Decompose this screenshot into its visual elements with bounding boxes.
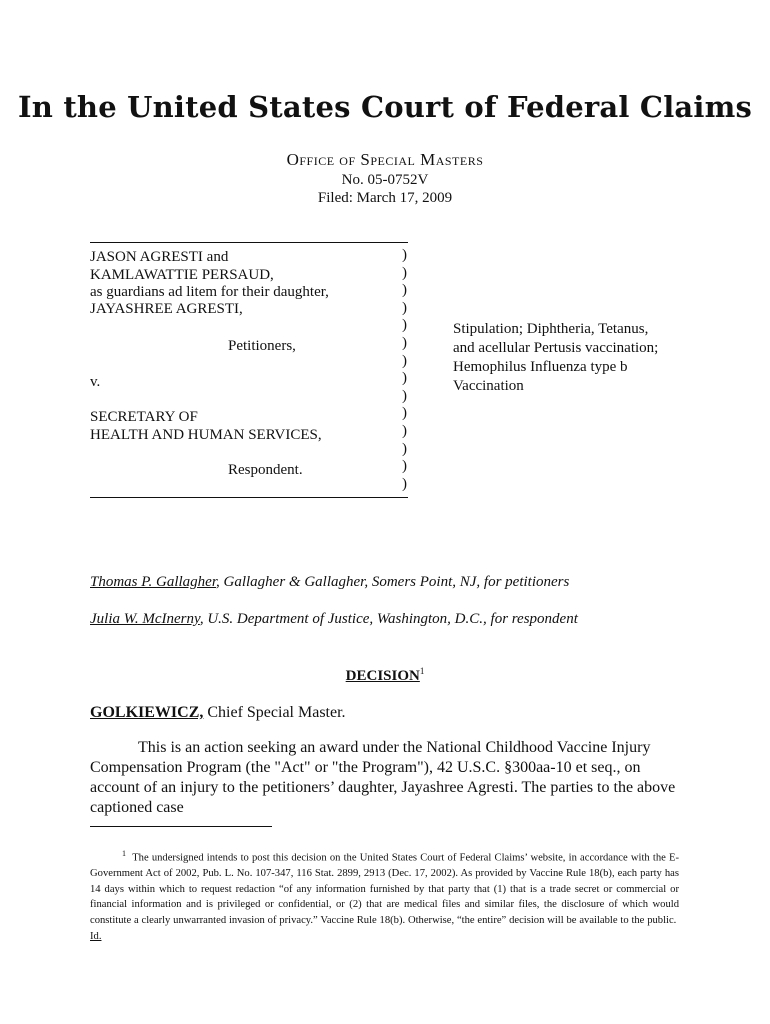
counsel-respondent — [90, 611, 578, 628]
footnote — [90, 846, 679, 944]
office-heading — [0, 150, 770, 170]
caption-respondent-1: SECRETARY OF — [90, 409, 198, 425]
caption-top-rule — [90, 242, 408, 243]
respondent-counsel-detail: , U.S. Department of Justice, Washington, D.C., for respondent — [199, 611, 578, 627]
decision-heading — [0, 666, 770, 685]
caption-parentheses: ) ) ) ) ) ) ) ) ) ) ) ) ) ) — [402, 247, 407, 492]
caption-petitioners-label: Petitioners, — [228, 338, 296, 354]
subject-line-3: Hemophilus Influenza type b — [453, 359, 628, 375]
office-heading-text: Office of Special Masters — [286, 150, 484, 169]
filed-date: Filed: March 17, 2009 — [317, 190, 453, 206]
respondent-counsel-name: Julia W. McInerny — [90, 611, 200, 627]
petitioners-counsel-name: Thomas P. Gallagher — [90, 574, 216, 590]
counsel-petitioners — [90, 574, 569, 591]
footnote-mark: 1 — [122, 849, 126, 858]
caption-petitioner-1: JASON AGRESTI and — [90, 249, 229, 265]
caption-bottom-rule — [90, 497, 408, 498]
caption-versus: v. — [90, 374, 101, 390]
footnote-cite: Id. — [90, 930, 102, 942]
decision-heading-text: DECISION — [345, 668, 420, 684]
court-title: In the United States Court of Federal Claims — [17, 90, 753, 124]
docket-number: No. 05-0752V — [341, 172, 429, 188]
decision-paragraph: This is an action seeking an award under the National Childhood Vaccine Injury Compensation Program (the "Act" or "the Program"), 42 U.S.C. §300aa-10 et seq., on account of an injury to the petitioners’ daughter, Jayashree Agresti. The parties to the above captioned case — [90, 739, 676, 816]
footnote-text: The undersigned intends to post this decision on the United States Court of Federal Claims’ website, in accordance with the E-Government Act of 2002, Pub. L. No. 107-347, 116 Stat. 2899, 2913 (Dec. 17, 2002). As provided by Vaccine Rule 18(b), each party has 14 days within which to request redaction “of any information furnished by that party that (1) that is a trade secret or commercial or financial information and is privileged or confidential, or (2) that are medical files and similar files, the disclosure of which would constitute a clearly unwarranted invasion of privacy.” Vaccine Rule 18(b). Otherwise, “the entire” decision will be available to the public. — [90, 852, 680, 926]
judge-title: Chief Special Master. — [203, 704, 346, 721]
judge-line — [90, 704, 346, 722]
caption-petitioner-2: KAMLAWATTIE PERSAUD, — [90, 267, 274, 283]
judge-name: GOLKIEWICZ, — [90, 704, 204, 721]
case-subject — [453, 320, 658, 396]
footnote-rule — [90, 826, 272, 827]
caption-child-name: JAYASHREE AGRESTI, — [90, 301, 243, 317]
caption-guardian-line: as guardians ad litem for their daughter, — [90, 284, 329, 300]
subject-line-1: Stipulation; Diphtheria, Tetanus, — [453, 321, 649, 337]
subject-line-4: Vaccination — [453, 378, 524, 394]
subject-line-2: and acellular Pertusis vaccination; — [453, 340, 659, 356]
decision-body — [90, 738, 680, 818]
caption-respondent-label: Respondent. — [228, 462, 303, 478]
decision-footnote-mark: 1 — [419, 666, 425, 676]
petitioners-counsel-detail: , Gallagher & Gallagher, Somers Point, NJ, for petitioners — [216, 574, 570, 590]
caption-respondent-2: HEALTH AND HUMAN SERVICES, — [90, 427, 322, 443]
